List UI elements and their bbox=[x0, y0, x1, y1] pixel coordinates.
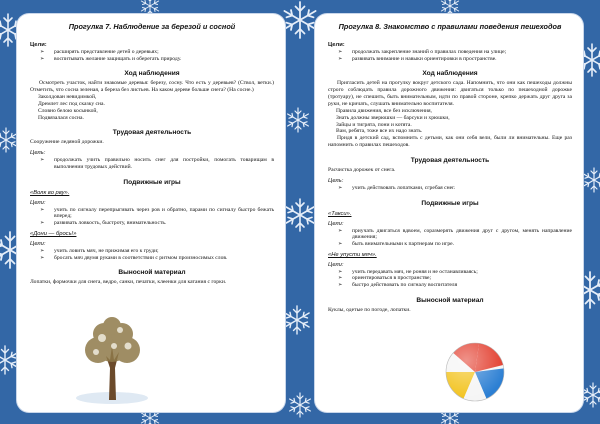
poem: Правила движения, все без исключения, Знать должны зверюшки — барсуки и хрюшки, Зайцы и тигрята, пони и котята. Вам, ребята, тоже все их надо знать. bbox=[336, 108, 450, 135]
game-1-name: «Такси». bbox=[328, 210, 352, 217]
list-item: ➢ приучать двигаться вдвоем, соразмерять движения друг с другом, менять направление движения; bbox=[338, 227, 572, 241]
list-item: ➢ ориентироваться в пространстве; bbox=[338, 275, 432, 282]
bullet-arrow-icon: ➢ bbox=[338, 227, 343, 234]
bullet-arrow-icon: ➢ bbox=[40, 55, 45, 62]
material-heading: Выносной материал bbox=[118, 269, 186, 277]
labor-heading: Трудовая деятельность bbox=[410, 157, 490, 165]
game-1-goals bbox=[30, 207, 274, 227]
game-2-goals-label: Цели: bbox=[328, 261, 344, 268]
game-2-goals-label: Цели: bbox=[30, 240, 46, 247]
walk-7-card bbox=[17, 14, 285, 412]
observation-text: Осмотреть участок, найти знакомые деревья: березу, сосну. Что есть у деревьев? (Ствол, ветки.) Отметить, что сосна зеленая, а береза без листьев. На каком дереве больше снега? (На сосне.) bbox=[30, 80, 274, 94]
bullet-arrow-icon: ➢ bbox=[40, 220, 45, 227]
goals-label: Цели: bbox=[30, 42, 47, 48]
games-heading: Подвижные игры bbox=[123, 178, 181, 186]
observation-text: Пригласить детей на прогулку вокруг детского сада. Напомнить, что они как пешеходы должны строго соблюдать правила дорожного движения: двигаться только по пешеходной дорожке (тротуару), не спешить, быть внимательным, идти по правой стороне, крепко держать друг друга за руки, не кричать, слушать внимательно воспитателя. bbox=[328, 80, 572, 108]
bullet-arrow-icon: ➢ bbox=[338, 275, 343, 282]
labor-text: Сооружение ледяной дорожки. bbox=[30, 139, 104, 146]
bullet-arrow-icon: ➢ bbox=[338, 49, 343, 55]
bullet-arrow-icon: ➢ bbox=[338, 282, 343, 289]
list-item: ➢ воспитывать желание защищать и оберегать природу. bbox=[40, 55, 182, 62]
bullet-arrow-icon: ➢ bbox=[40, 157, 45, 164]
list-item: ➢ бросать мяч двумя руками в соответствии с ритмом произносимых слов. bbox=[40, 254, 228, 261]
observation-heading: Ход наблюдения bbox=[422, 70, 478, 78]
game-1-name: «Волк во рву». bbox=[30, 189, 70, 196]
bullet-arrow-icon: ➢ bbox=[338, 241, 343, 248]
beach-ball-image bbox=[440, 342, 510, 404]
list-item: ➢ развивать внимание и навыки ориентировки в пространстве. bbox=[338, 55, 497, 62]
labor-text: Расчистка дорожек от снега. bbox=[328, 167, 396, 174]
list-item: ➢ продолжать учить правильно носить снег для постройки, помогать товарищам в выполнении трудовых действий. bbox=[40, 157, 274, 171]
bullet-arrow-icon: ➢ bbox=[338, 184, 343, 191]
games-heading: Подвижные игры bbox=[421, 199, 479, 207]
labor-goals-list bbox=[328, 185, 572, 192]
poem: Заколдован невидимкой, Дремлет лес под сказку сна. Словно белою косынкой, Подвязалася сосна. bbox=[38, 94, 105, 121]
list-item: ➢ учить действовать лопатками, сгребая снег. bbox=[338, 184, 456, 191]
goals-label: Цели: bbox=[328, 42, 345, 48]
walk-8-title: Прогулка 8. Знакомство с правилами поведения пешеходов bbox=[338, 22, 562, 31]
list-item: ➢ развивать ловкость, быстроту, внимательность. bbox=[40, 220, 167, 227]
game-2-name: «Не упусти мяч». bbox=[328, 251, 377, 258]
labor-goals-list bbox=[30, 157, 274, 170]
winter-tree-image bbox=[72, 316, 152, 404]
material-text: Лопатки, формочки для снега, ведро, санки, печатки, клеенки для катания с горки. bbox=[30, 279, 227, 286]
game-2-goals bbox=[328, 269, 572, 289]
list-item: ➢ продолжать закрепление знаний о правилах поведения на улице; bbox=[338, 49, 507, 55]
bullet-arrow-icon: ➢ bbox=[40, 247, 45, 254]
labor-goal-label: Цель: bbox=[328, 177, 344, 184]
goals-list bbox=[30, 49, 274, 62]
list-item: ➢ расширять представление детей о деревьях; bbox=[40, 49, 159, 55]
game-1-goals-label: Цели: bbox=[328, 220, 344, 227]
observation-heading: Ход наблюдения bbox=[124, 70, 180, 78]
list-item: ➢ быть внимательными к партнерам по игре. bbox=[338, 241, 455, 248]
bullet-arrow-icon: ➢ bbox=[338, 268, 343, 275]
material-heading: Выносной материал bbox=[416, 296, 484, 304]
game-2-name: «Дони — брось!» bbox=[30, 230, 77, 237]
game-1-goals-label: Цели: bbox=[30, 199, 46, 206]
list-item: ➢ учить ловить мяч, не прижимая его к груди; bbox=[40, 247, 159, 254]
bullet-arrow-icon: ➢ bbox=[40, 49, 45, 55]
material-text: Куклы, одетые по погоде, лопатки. bbox=[328, 306, 411, 313]
labor-goal-label: Цель: bbox=[30, 150, 46, 157]
list-item: ➢ быстро действовать по сигналу воспитателя bbox=[338, 282, 458, 289]
bullet-arrow-icon: ➢ bbox=[338, 55, 343, 62]
list-item: ➢ учить по сигналу перепрыгивать через ров и обратно, парами по сигналу быстро бежать вперед; bbox=[40, 206, 274, 220]
list-item: ➢ учить передавать мяч, не роняя и не останавливаясь; bbox=[338, 268, 478, 275]
labor-heading: Трудовая деятельность bbox=[112, 129, 192, 137]
game-2-goals bbox=[30, 248, 274, 261]
bullet-arrow-icon: ➢ bbox=[40, 206, 45, 213]
walk-7-title: Прогулка 7. Наблюдение за березой и сосной bbox=[68, 22, 236, 31]
walk-8-card bbox=[315, 14, 583, 412]
goals-list bbox=[328, 49, 572, 62]
game-1-goals bbox=[328, 228, 572, 248]
bullet-arrow-icon: ➢ bbox=[40, 254, 45, 261]
observation-end-text: Придя в детский сад, вспомнить с детьми, как они себя вели, были ли внимательны. Еще раз напомнить о правилах пешеходов. bbox=[328, 135, 572, 149]
